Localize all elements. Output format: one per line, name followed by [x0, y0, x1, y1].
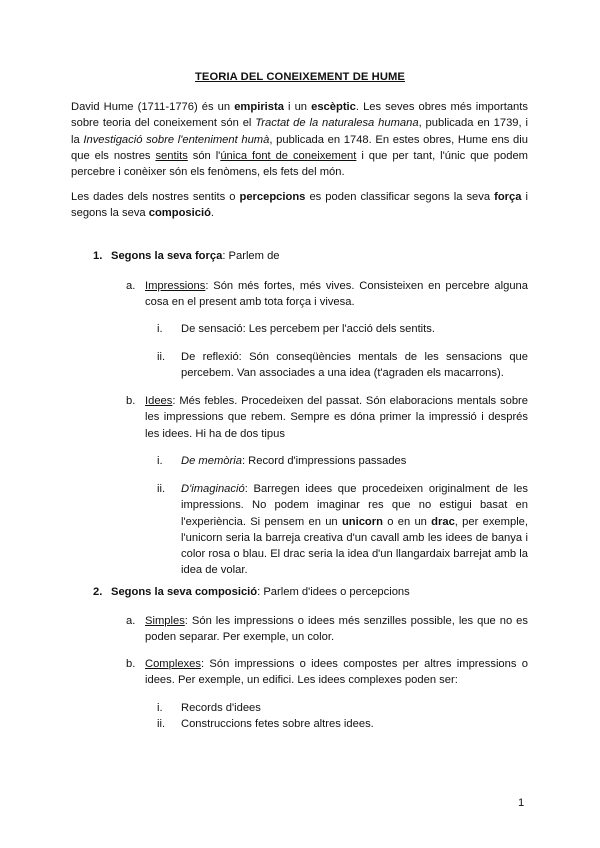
work-investigacio: Investigació sobre l'enteniment humà — [83, 133, 270, 146]
list-item-idees: b. Idees: Més febles. Procedeixen del passat. Són elaboracions mentals sobre les impressions que rebem. Sempre es dóna primer la impressió i després les idees. Hi ha de dos tipus — [126, 395, 528, 440]
list-item-reflexio: ii. De reflexió: Són conseqüències mentals de les sensacions que percebem. Van associades a una idea (t'agraden els macarrons). — [157, 351, 528, 380]
section-number: 2. — [93, 586, 103, 598]
term-unicorn: unicorn — [341, 515, 383, 528]
term-complexes: Complexes — [145, 658, 201, 670]
term-impressions: Impressions — [145, 280, 206, 292]
page-number: 1 — [518, 797, 525, 809]
term-unica-font: única font de coneixement — [220, 149, 357, 162]
list-item-records: i. Records d'idees — [157, 702, 261, 714]
list-item-imaginacio: ii. D'imaginació: Barregen idees que procedeixen originalment de les impressions. No podem imaginar res que no estigui basat en l'experiència. Si pensem en un unicorn o en un drac, per exemple, l'unicorn seria la barreja creativa d'un cavall amb les idees de banya i color rosa o blau. El drac seria la idea d'un llangardaix barrejat amb la idea de volar. — [157, 483, 529, 577]
term-empirista: empirista — [234, 101, 284, 113]
classification-paragraph: Les dades dels nostres sentits o percepcions es poden classificar segons la seva força i segons la seva composició. — [71, 191, 529, 220]
list-item-impressions: a. Impressions: Són més fortes, més vives. Consisteixen en percebre alguna cosa en el present amb tota força i vivesa. — [126, 280, 528, 309]
term-composicio: composició — [148, 207, 211, 220]
list-item-complexes: b. Complexes: Són impressions o idees compostes per altres impressions o idees. Per exemple, un edifici. Les idees complexes poden ser: — [126, 658, 528, 687]
term-drac: drac — [431, 515, 455, 528]
term-imaginacio: D'imaginació — [181, 483, 245, 495]
list-item-simples: a. Simples: Són les impressions o idees més senzilles possible, les que no es poden separar. Per exemple, un color. — [126, 615, 528, 644]
document-page: TEORIA DEL CONEIXEMENT DE HUME David Hume (1711-1776) és un empirista i un escèptic. Les seves obres més importants sobre teoria del coneixement són el Tractat de la naturalesa humana, publicada en 1739, i la Investigació sobre l'enteniment humà, publicada en 1748. En estes obres, Hume ens diu que els nostres sentits són l'única font de coneixement i que per tant, l'únic que podem percebre i conèixer són els fenòmens, els fets del món. Les dades dels nostres sentits o percepcions es poden classificar segons la seva força i segons la seva composició. 1. Segons la seva força: Parlem de a. Impressions: Són més fortes, més vives. Consisteixen en percebre alguna cosa en el present amb tota força i vivesa. i. De sensació: Les percebem per l'acció dels sentits. ii. De reflexió: Són conseqüències mentals de les sensacions que percebem. Van associades a una idea (t'agraden els macarrons). b. Idees: Més febles. Procedeixen del passat. Són elaboracions mentals sobre les impressions que rebem. Sempre es dóna primer la impressió i després les idees. Hi ha de dos tipus i. De memòria: Record d'impressions passades ii. D'imaginació: Barregen idees que procedeixen originalment de les impressions. No podem imaginar res que no estigui basat en l'experiència. Si pensem en un unicorn o en un drac, per exemple, l'unicorn seria la barreja creativa d'un cavall amb les idees de banya i color rosa o blau. El drac seria la idea d'un llangardaix barrejat amb la idea de volar. 2. Segons la seva composició: Parlem d'idees o percepcions a. Simples: Són les impressions o idees més senzilles possible, les que no es poden separar. Per exemple, un color. b. Complexes: Són impressions o idees compostes per altres impressions o idees. Per exemple, un edifici. Les idees complexes poden ser: i. Records d'idees ii. Construccions fetes sobre altres idees. 1 — [0, 0, 600, 848]
term-percepcions: percepcions — [239, 191, 306, 203]
intro-paragraph: David Hume (1711-1776) és un empirista i un escèptic. Les seves obres més importants sobre teoria del coneixement són el Tractat de la naturalesa humana, publicada en 1739, i la Investigació sobre l'enteniment humà, publicada en 1748. En estes obres, Hume ens diu que els nostres sentits són l'única font de coneixement i que per tant, l'únic que podem percebre i conèixer són els fenòmens, els fets del món. — [71, 101, 528, 179]
term-idees: Idees — [145, 395, 173, 407]
term-esceptic: escèptic — [311, 101, 356, 113]
section-number: 1. — [93, 250, 103, 262]
section-title: Segons la seva força — [111, 250, 223, 262]
term-forca: força — [494, 191, 522, 203]
term-memoria: De memòria — [181, 455, 242, 467]
term-sentits: sentits — [155, 149, 188, 162]
list-item-construccions: ii. Construccions fetes sobre altres idees. — [157, 718, 374, 730]
document-title: TEORIA DEL CONEIXEMENT DE HUME — [195, 71, 405, 83]
work-tractat: Tractat de la naturalesa humana — [255, 117, 419, 130]
section-title: Segons la seva composició — [111, 586, 258, 598]
list-item-sensacio: i. De sensació: Les percebem per l'acció dels sentits. — [157, 323, 435, 335]
list-item-memoria: i. De memòria: Record d'impressions passades — [157, 455, 407, 467]
term-simples: Simples — [145, 615, 185, 627]
